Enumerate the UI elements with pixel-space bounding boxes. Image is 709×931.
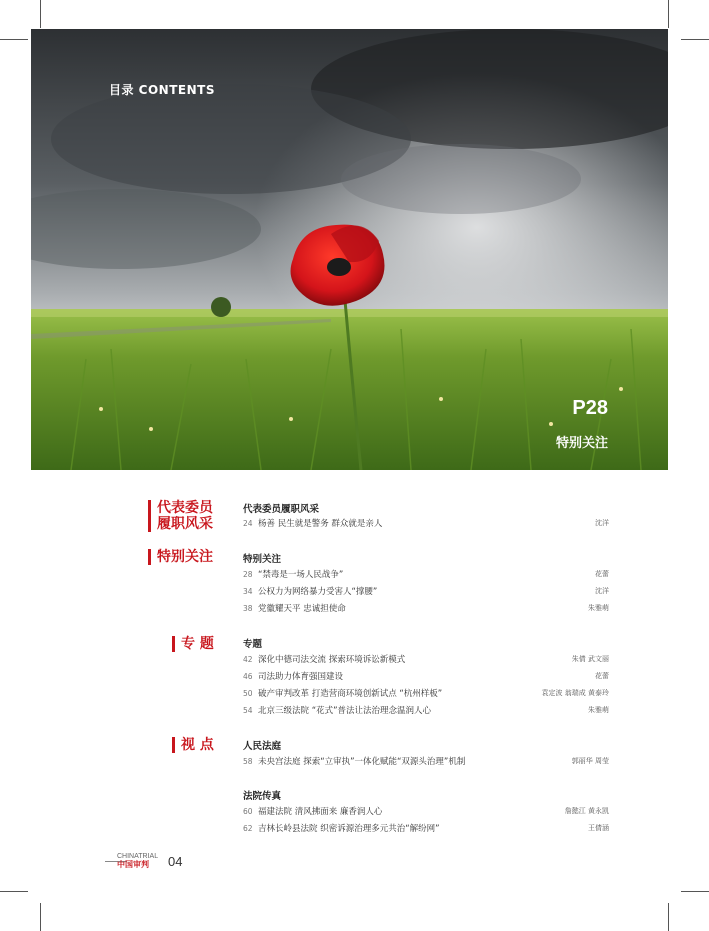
- crop-mark: [668, 903, 669, 931]
- entry-author: 袁定波 翁瑞成 黄泰玲: [541, 689, 609, 697]
- entry-title: 深化中德司法交流 探索环境诉讼新模式: [258, 655, 406, 665]
- toc-entry[interactable]: [243, 704, 609, 717]
- entry-title: 吉林长岭县法院 织密诉源治理多元共治“解纷网”: [258, 824, 440, 834]
- entry-page: 38: [243, 604, 253, 613]
- crop-mark: [681, 891, 709, 892]
- entry-author: 詹懿江 黄永凯: [564, 807, 609, 815]
- feature-section-label: 特别关注: [555, 436, 608, 451]
- entry-page: 54: [243, 706, 253, 715]
- group-title: 专题: [243, 639, 263, 650]
- section-label-special: 特别关注: [148, 549, 213, 565]
- toc-entry[interactable]: [243, 670, 609, 683]
- toc-entry[interactable]: [243, 585, 609, 598]
- brand-chinese: 中国审判: [117, 860, 149, 869]
- entry-author: 朱雅萌: [588, 604, 609, 612]
- toc-entry[interactable]: [243, 568, 609, 581]
- toc-entry[interactable]: [243, 805, 609, 818]
- toc-title: 目录 CONTENTS: [109, 83, 215, 97]
- group-title: 人民法庭: [243, 741, 282, 752]
- toc-entry[interactable]: [243, 602, 609, 615]
- entry-author: 沈洋: [595, 587, 609, 595]
- entry-page: 62: [243, 824, 253, 833]
- section-label-topic: 专 题: [172, 636, 214, 652]
- entry-author: 王倩涵: [588, 824, 609, 832]
- brand-english: CHINATRIAL: [117, 853, 159, 860]
- crop-mark: [0, 891, 28, 892]
- crop-mark: [40, 903, 41, 931]
- section-label-viewpoint: 视 点: [172, 737, 214, 753]
- hero-photo: [31, 29, 668, 470]
- entry-author: 朱倩 武文丽: [571, 655, 609, 663]
- group-title: 代表委员履职风采: [243, 504, 320, 515]
- toc-entry[interactable]: [243, 517, 609, 530]
- entry-title: 福建法院 清风拂面来 廉香润人心: [258, 807, 383, 817]
- entry-page: 46: [243, 672, 253, 681]
- toc-entry[interactable]: [243, 755, 609, 768]
- section-label-representative: 代表委员 履职风采: [148, 500, 213, 532]
- page-number: 04: [168, 854, 183, 869]
- entry-title: 未央宫法庭 探索“立审执”一体化赋能“双源头治理”机制: [258, 757, 466, 767]
- entry-author: 郭丽华 周莹: [571, 757, 609, 765]
- group-title: 法院传真: [243, 791, 282, 802]
- entry-title: 北京三级法院 “花式”普法让法治理念温润人心: [258, 706, 432, 716]
- entry-title: 司法助力体育强国建设: [258, 672, 344, 682]
- entry-page: 50: [243, 689, 253, 698]
- crop-mark: [681, 39, 709, 40]
- entry-page: 60: [243, 807, 253, 816]
- crop-mark: [668, 0, 669, 28]
- toc-entry[interactable]: [243, 653, 609, 666]
- entry-title: 杨善 民生就是警务 群众就是亲人: [258, 519, 383, 529]
- crop-mark: [40, 0, 41, 28]
- toc-entry[interactable]: [243, 822, 609, 835]
- entry-title: “禁毒是一场人民战争”: [258, 570, 344, 580]
- entry-author: 花蕾: [595, 570, 609, 578]
- entry-page: 58: [243, 757, 253, 766]
- entry-title: 党徽耀天平 忠诚担使命: [258, 604, 346, 614]
- crop-mark: [0, 39, 28, 40]
- toc-entry[interactable]: [243, 687, 609, 700]
- entry-title: 公权力为网络暴力受害人“撑腰”: [258, 587, 378, 597]
- group-title: 特别关注: [243, 554, 282, 565]
- feature-page-number: P28: [572, 397, 608, 419]
- entry-page: 34: [243, 587, 253, 596]
- entry-author: 花蕾: [595, 672, 609, 680]
- entry-page: 42: [243, 655, 253, 664]
- magazine-logo: [117, 853, 158, 869]
- entry-page: 24: [243, 519, 253, 528]
- entry-author: 朱雅萌: [588, 706, 609, 714]
- entry-author: 沈洋: [595, 519, 609, 527]
- entry-title: 破产审判改革 打造营商环境创新试点 “杭州样板”: [258, 689, 443, 699]
- entry-page: 28: [243, 570, 253, 579]
